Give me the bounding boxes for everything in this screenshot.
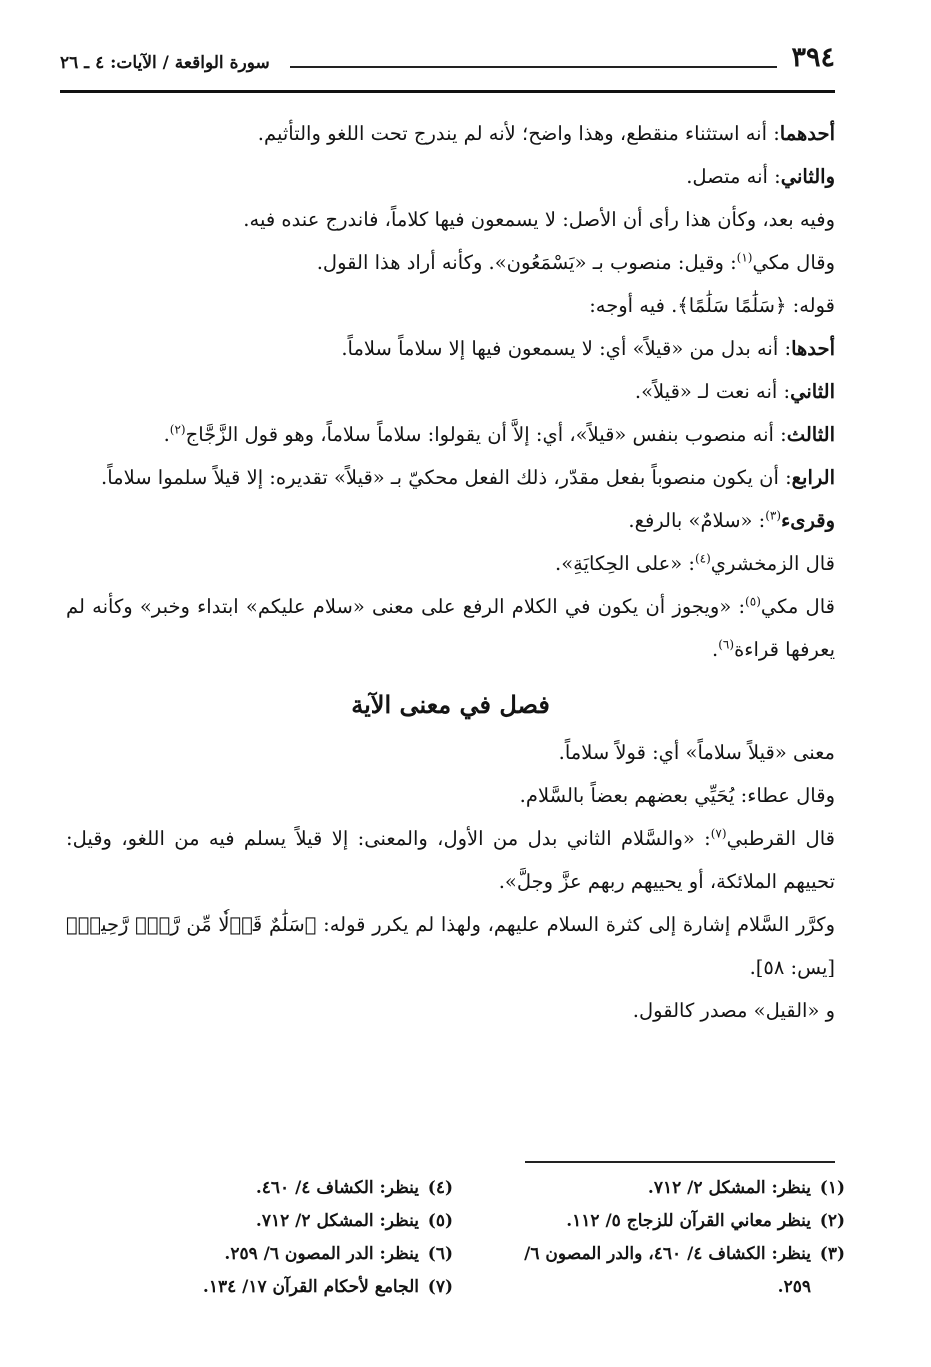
paragraph-text: وقال مكي — [752, 251, 835, 274]
footnote-ref: (٣) — [765, 508, 782, 523]
footnote-ref: (١) — [736, 250, 753, 265]
paragraph-1 — [66, 112, 835, 155]
paragraph-text: قال الزمخشري — [710, 552, 835, 575]
footnote-4 — [73, 1172, 453, 1205]
footnote-7 — [73, 1271, 453, 1304]
paragraph-10 — [66, 499, 835, 542]
footnote-number: (١) — [819, 1178, 845, 1198]
footnote-text: ينظر: الكشاف ٤/ ٤٦٠، والدر المصون ٦/ — [524, 1244, 811, 1264]
page-header — [60, 40, 835, 96]
paragraph-12 — [66, 585, 835, 671]
paragraph-4 — [66, 241, 835, 284]
paragraph-17: و «القيل» مصدر كالقول. — [632, 999, 835, 1022]
footnote-6 — [73, 1238, 453, 1271]
footnote-ref: (٢) — [169, 422, 186, 437]
paragraph-11 — [66, 542, 835, 585]
footnote-ref: (٥) — [745, 594, 761, 609]
paragraph-text: [يس: ٥٨]. — [749, 956, 835, 979]
paragraph-text: . — [163, 423, 170, 446]
term-label: الرابع — [791, 466, 835, 489]
footnote-text: ينظر: الدر المصون ٦/ ٢٥٩. — [224, 1244, 419, 1264]
footnote-text: ينظر: الكشاف ٤/ ٤٦٠. — [255, 1178, 419, 1198]
term-label: أحدهما — [779, 122, 835, 145]
paragraph-8 — [66, 413, 835, 456]
paragraph-13: معنى «قيلاً سلاماً» أي: قولاً سلاماً. — [558, 741, 835, 764]
paragraph-text: : أنه متصل. — [686, 165, 781, 188]
footnote-text: الجامع لأحكام القرآن ١٧/ ١٣٤. — [202, 1277, 419, 1297]
paragraph-text: . فيه أوجه: — [589, 294, 678, 317]
header-rule — [60, 90, 835, 93]
paragraph-text: : أن يكون منصوباً بفعل مقدّر، ذلك الفعل محكيّ بـ «قيلاً» تقديره: إلا قيلاً سلموا سلاماً. — [101, 466, 792, 489]
footnote-number: (٧) — [427, 1277, 453, 1297]
paragraph-text: قال القرطبي — [726, 827, 835, 850]
header-dash-line — [290, 66, 777, 68]
footnote-text: ينظر: المشكل ٢/ ٧١٢. — [255, 1211, 419, 1231]
paragraph-16 — [66, 903, 835, 989]
paragraph-5 — [66, 284, 835, 327]
footnote-3 — [465, 1238, 845, 1271]
footnote-number: (٤) — [427, 1178, 453, 1198]
footnotes-left-column — [73, 1172, 453, 1304]
footnote-ref: (٦) — [718, 637, 735, 652]
footnote-ref: (٤) — [694, 551, 711, 566]
footnote-1 — [465, 1172, 845, 1205]
term-label: أحدها — [791, 337, 835, 360]
paragraph-text: : أنه استثناء منقطع، وهذا واضح؛ لأنه لم يندرج تحت اللغو والتأثيم. — [257, 122, 780, 145]
footnote-ref: (٧) — [710, 826, 727, 841]
quran-quote: ﴿سَلَٰمًا سَلَٰمًا﴾ — [677, 294, 787, 317]
section-title: فصل في معنى الآية — [351, 690, 550, 719]
paragraph-text: وكرَّر السَّلام إشارة إلى كثرة السلام عليهم، ولهذا لم يكرر قوله: — [316, 913, 836, 936]
footnote-number: (٢) — [819, 1211, 845, 1231]
footnote-2 — [465, 1205, 845, 1238]
paragraph-text: : أنه نعت لـ «قيلاً». — [634, 380, 791, 403]
footnote-text: ينظر معاني القرآن للزجاج ٥/ ١١٢. — [566, 1211, 811, 1231]
main-text — [66, 112, 835, 1032]
quran-quote: ﴿سَلَٰمٌ قَوۡلٗا مِّن رَّبّٖ رَّحِيمٖ﴾ — [66, 913, 317, 936]
paragraph-3: وفيه بعد، وكأن هذا رأى أن الأصل: لا يسمعون فيها كلاماً، فاندرج عنده فيه. — [243, 208, 835, 231]
paragraph-text: : وقيل: منصوب بـ «يَسْمَعُون». وكأنه أراد هذا القول. — [316, 251, 737, 274]
term-label: الثاني — [790, 380, 835, 403]
paragraph-text: قوله: — [786, 294, 835, 317]
paragraph-text: : «والسَّلام الثاني بدل من الأول، والمعنى: إلا قيلاً يسلم فيه من اللغو، وقيل: تحييهم الملائكة، أو يحييهم ربهم عزَّ وجلَّ». — [66, 827, 835, 893]
paragraph-9 — [66, 456, 835, 499]
page-number: ٣٩٤ — [791, 42, 835, 73]
paragraph-text: : «سلامٌ» بالرفع. — [628, 509, 766, 532]
paragraph-text: . — [712, 638, 719, 661]
paragraph-text: : أنه بدل من «قيلاً» أي: لا يسمعون فيها إلا سلاماً سلاماً. — [341, 337, 792, 360]
paragraph-2 — [66, 155, 835, 198]
footnote-number: (٣) — [819, 1244, 845, 1264]
footnote-number: (٦) — [427, 1244, 453, 1264]
footnotes-right-column — [465, 1172, 845, 1304]
paragraph-text: : «على الحِكايَةِ». — [555, 552, 695, 575]
paragraph-14: وقال عطاء: يُحَيِّي بعضهم بعضاً بالسَّلام. — [519, 784, 835, 807]
paragraph-15 — [66, 817, 835, 903]
footnote-3-continuation: ٢٥٩. — [777, 1277, 811, 1297]
footnote-5 — [73, 1205, 453, 1238]
paragraph-text: : «ويجوز أن يكون في الكلام الرفع على معنى «سلام عليكم» ابتداء وخبر» وكأنه لم يعرفها قراءة — [66, 595, 835, 661]
footnote-number: (٥) — [427, 1211, 453, 1231]
footnote-rule — [525, 1161, 835, 1163]
term-label: والثاني — [780, 165, 835, 188]
term-label: الثالث — [786, 423, 835, 446]
term-label: وقرىء — [781, 509, 835, 532]
footnote-text: ينظر: المشكل ٢/ ٧١٢. — [647, 1178, 811, 1198]
paragraph-text: : أنه منصوب بنفس «قيلاً»، أي: إلاَّ أن يقولوا: سلاماً سلاماً، وهو قول الزَّجَّاج — [185, 423, 787, 446]
running-head: سورة الواقعة / الآيات: ٤ ـ ٢٦ — [60, 53, 270, 73]
paragraph-text: قال مكي — [760, 595, 835, 618]
paragraph-6 — [66, 327, 835, 370]
paragraph-7 — [66, 370, 835, 413]
